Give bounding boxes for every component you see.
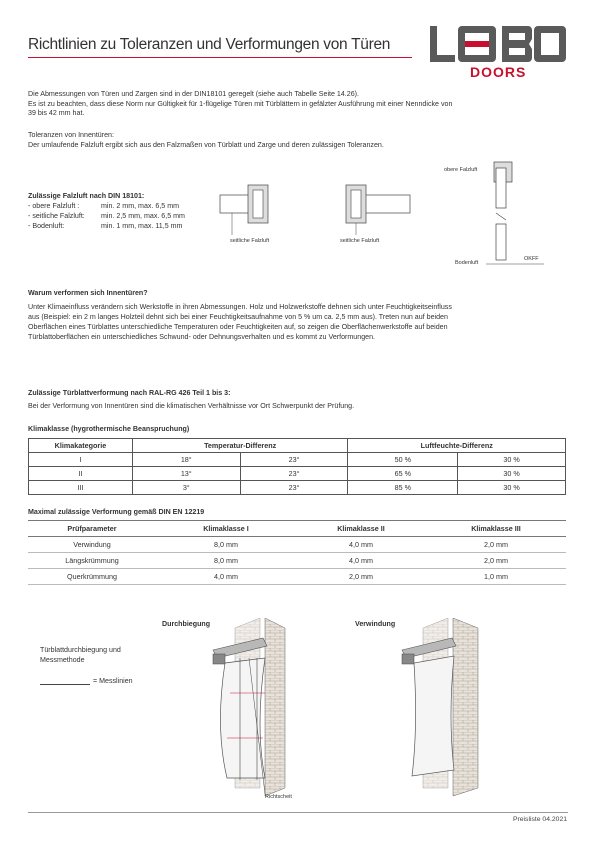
falzluft-label-bottom: - Bodenluft: [28, 222, 65, 230]
legend-line-1: Türblattdurchbiegung und [40, 646, 121, 654]
table-cell: 2,0 mm [296, 569, 426, 585]
falz-label-right: seitliche Falzluft [340, 238, 380, 244]
table-cell: 65 % [348, 467, 458, 481]
table-cell: 23° [240, 453, 348, 467]
klima-table [28, 438, 566, 495]
intro-line-2: Es ist zu beachten, dass diese Norm nur Gültigkeit für 1-flügelige Türen mit Türblättern in gefälzter Ausführung mit einer Nenndicke von [28, 99, 453, 108]
table-row [29, 481, 566, 495]
legend-line-2: Messmethode [40, 656, 85, 664]
falzluft-value-side: min. 2,5 mm, max. 6,5 mm [101, 212, 185, 220]
falz-label-left: seitliche Falzluft [230, 238, 270, 244]
table-cell: 85 % [348, 481, 458, 495]
table-cell: 30 % [458, 453, 566, 467]
table-row [28, 569, 566, 585]
falzluft-label-top: - obere Falzluft : [28, 202, 80, 210]
table-cell: 4,0 mm [156, 569, 296, 585]
intro-line-3: 39 bis 42 mm hat. [28, 109, 85, 117]
ral-text: Bei der Verformung von Innentüren sind die klimatischen Verhältnisse vor Ort Schwerpunkt der Prüfung. [28, 402, 355, 410]
table-row [28, 537, 566, 553]
footer-line [28, 812, 568, 813]
table-cell: Querkrümmung [28, 569, 156, 585]
table-cell: 1,0 mm [426, 569, 566, 585]
tolerances-text: Der umlaufende Falzluft ergibt sich aus den Falzmaßen von Türblatt und Zarge und deren zulässigen Toleranzen. [28, 140, 384, 149]
table-cell: Längskrümmung [28, 553, 156, 569]
verformung-col-header: Klimaklasse III [426, 521, 566, 537]
table-cell: 8,0 mm [156, 537, 296, 553]
table-cell: 4,0 mm [296, 537, 426, 553]
verformung-col-header: Klimaklasse II [296, 521, 426, 537]
falzluft-heading: Zulässige Falzluft nach DIN 18101: [28, 192, 145, 200]
table-cell: I [29, 453, 133, 467]
table-row [29, 453, 566, 467]
table-cell: 30 % [458, 467, 566, 481]
verformung-col-header: Klimaklasse I [156, 521, 296, 537]
label-bodenluft: Bodenluft [455, 260, 479, 266]
falzluft-value-top: min. 2 mm, max. 6,5 mm [101, 202, 180, 210]
page-title: Richtlinien zu Toleranzen und Verformungen von Türen [28, 36, 391, 53]
figure-title-durchbiegung: Durchbiegung [162, 620, 211, 628]
table-cell: II [29, 467, 133, 481]
legend-measure-label: = Messlinien [93, 677, 133, 685]
table-cell: 8,0 mm [156, 553, 296, 569]
klima-col-header: Luftfeuchte-Differenz [348, 439, 566, 453]
verformung-header-row [28, 521, 566, 537]
table-cell: 3° [132, 481, 240, 495]
figure-title-verwindung: Verwindung [355, 620, 396, 628]
table-cell: III [29, 481, 133, 495]
legend-measure-line [40, 684, 90, 685]
deform-line-3: Oberflächen eines Türblattes unterschiedliche Temperaturen oder Feuchtigkeiten auf, so zeigen die Oberflächenwerkstoffe auf beiden [28, 323, 448, 331]
lobo-logo [428, 24, 568, 69]
deform-line-2: aus (Beispiel: ein 2 m langes Holzteil dehnt sich bei einer Feuchtigkeitsaufnahme von 5 % um ca. 2,5 mm aus). Treten nun auf beiden [28, 313, 448, 321]
verwindung-figure [398, 618, 498, 803]
table-cell: 18° [132, 453, 240, 467]
ral-heading: Zulässige Türblattverformung nach RAL-RG 426 Teil 1 bis 3: [28, 389, 231, 397]
deform-line-1: Unter Klimaeinfluss verändern sich Werkstoffe in ihren Abmessungen. Holz und Holzwerkstoffe dehnen sich unter Feuchtigkeitseinfluss [28, 303, 452, 311]
label-okff: OKFF [524, 256, 539, 262]
klima-header-row [29, 439, 566, 453]
deform-heading: Warum verformen sich Innentüren? [28, 289, 148, 297]
table-cell: 30 % [458, 481, 566, 495]
deform-line-4: Türblattoberflächen ein unterschiedliches Schwund- oder Dehnungsverhalten und es kommt zu Verformungen. [28, 333, 376, 341]
table-cell: 50 % [348, 453, 458, 467]
label-richtscheit: Richtscheit [265, 794, 292, 800]
klima-col-header: Temperatur-Differenz [132, 439, 348, 453]
logo-doors-text: DOORS [470, 64, 527, 80]
verformung-table [28, 520, 566, 585]
table-cell: 13° [132, 467, 240, 481]
table-cell: 23° [240, 481, 348, 495]
falzluft-value-bottom: min. 1 mm, max. 11,5 mm [101, 222, 183, 230]
table-cell: Verwindung [28, 537, 156, 553]
tolerances-heading: Toleranzen von Innentüren: [28, 131, 114, 139]
table-row [29, 467, 566, 481]
klima-col-header: Klimakategorie [29, 439, 133, 453]
table-cell: 23° [240, 467, 348, 481]
verformung-col-header: Prüfparameter [28, 521, 156, 537]
verformung-heading: Maximal zulässige Verformung gemäß DIN EN 12219 [28, 508, 205, 516]
durchbiegung-figure [205, 618, 305, 803]
klima-heading: Klimaklasse (hygrothermische Beanspruchung) [28, 425, 190, 433]
intro-line-1: Die Abmessungen von Türen und Zargen sind in der DIN18101 geregelt (siehe auch Tabelle Seite 14.26). [28, 90, 359, 98]
footer-text: Preisliste 04.2021 [512, 816, 567, 823]
table-cell: 2,0 mm [426, 537, 566, 553]
table-row [28, 553, 566, 569]
title-underline [28, 57, 412, 58]
table-cell: 4,0 mm [296, 553, 426, 569]
label-obere-falzluft: obere Falzluft [444, 167, 478, 173]
table-cell: 2,0 mm [426, 553, 566, 569]
falzluft-label-side: - seitliche Falzluft: [28, 212, 85, 220]
